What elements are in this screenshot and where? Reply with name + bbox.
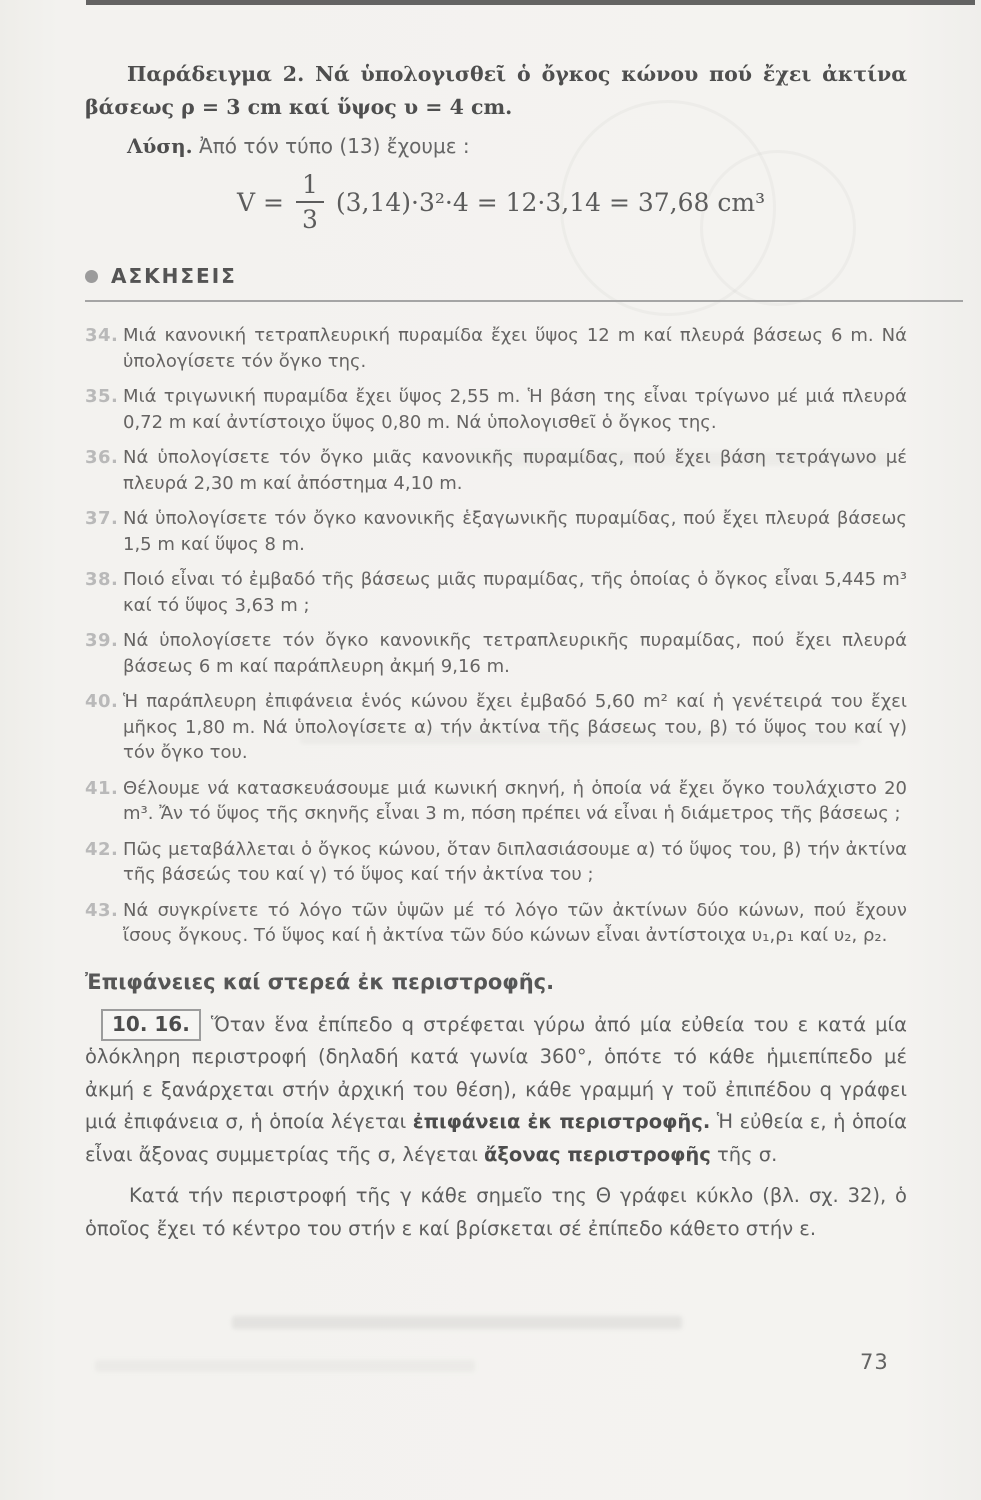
exercises-header xyxy=(85,264,963,288)
exercise-number: 39. xyxy=(85,630,119,651)
exercise-text: Ποιό εἶναι τό ἐμβαδό τῆς βάσεως μιᾶς πυραμίδας, τῆς ὁποίας ὁ ὄγκος εἶναι 5,445 m³ καί τό ὕψος 3,63 m ; xyxy=(123,569,907,616)
exercise-number: 34. xyxy=(85,325,119,346)
exercise-number: 38. xyxy=(85,569,119,590)
exercise-number: 43. xyxy=(85,899,119,921)
example-statement: Νά ὑπολογισθεῖ ὁ ὄγκος κώνου πού ἔχει ἀκτίνα βάσεως ρ = 3 cm καί ὕψος υ = 4 cm. xyxy=(85,62,907,119)
exercise-text: Θέλουμε νά κατασκευάσουμε μιά κωνική σκηνή, ἡ ὁποία νά ἔχει ὄγκο τουλάχιστο 20 m³. Ἄν τό ὕψος τῆς σκηνῆς εἶναι 3 m, πόση πρέπει νά εἶναι ἡ διάμετρος τῆς βάσεως ; xyxy=(123,777,907,824)
exercise-item xyxy=(85,506,907,557)
exercise-item xyxy=(85,689,907,766)
example-label: Παράδειγμα 2. xyxy=(127,62,305,86)
solution-line xyxy=(85,131,907,161)
term-axis-of-revolution: ἄξονας περιστροφῆς xyxy=(484,1142,711,1166)
page-number: 73 xyxy=(860,1350,889,1374)
solution-label: Λύση. xyxy=(127,134,193,158)
exercise-text: Μιά κανονική τετραπλευρική πυραμίδα ἔχει ὕψος 12 m καί πλευρά βάσεως 6 m. Νά ὑπολογίσετε τόν ὄγκο της. xyxy=(123,325,907,372)
fraction-denominator: 3 xyxy=(301,205,318,234)
definition-text: Ὅταν ἕνα ἐπίπεδο q στρέφεται γύρω ἀπό μία εὐθεία του ε κατά μία ὁλόκληρη περιστροφή (δηλαδή κατά γωνία 360°, ὁπότε τό κάθε ἡμιεπίπεδο μέ ἀκμή ε ξανάρχεται στήν ἀρχική του θέση), κάθε γραμμή γ τοῦ ἐπιπέδου q γράφει μιά ἐπιφάνεια σ, ἡ ὁποία λέγεται xyxy=(85,1012,907,1133)
term-surface-of-revolution: ἐπιφάνεια ἐκ περιστροφῆς. xyxy=(412,1110,711,1133)
exercise-item xyxy=(85,567,907,618)
formula-lead: V = xyxy=(237,187,284,217)
section-heading: Ἐπιφάνειες καί στερεά ἐκ περιστροφῆς. xyxy=(85,969,555,994)
exercise-number: 37. xyxy=(85,508,119,529)
volume-formula xyxy=(237,171,963,233)
exercise-item xyxy=(85,837,907,888)
exercise-number: 35. xyxy=(85,386,119,407)
exercise-text: Ἡ παράπλευρη ἐπιφάνεια ἑνός κώνου ἔχει ἐμβαδό 5,60 m² καί ἡ γενέτειρά του ἔχει μῆκος 1,80 m. Νά ὑπολογίσετε α) τήν ἀκτίνα τῆς βάσεως του, β) τό ὕψος του καί γ) τόν ὄγκο του. xyxy=(123,691,907,763)
exercise-item xyxy=(85,776,907,827)
exercise-item xyxy=(85,898,907,949)
rotation-paragraph: Κατά τήν περιστροφή τῆς γ κάθε σημεῖο της Θ γράφει κύκλο (βλ. σχ. 32), ὁ ὁποῖος ἔχει τό κέντρο του στήν ε καί βρίσκεται σέ ἐπίπεδο κάθετο στήν ε. xyxy=(85,1184,907,1240)
exercise-item xyxy=(85,323,907,374)
exercise-text: Νά ὑπολογίσετε τόν ὄγκο κανονικῆς ἑξαγωνικῆς πυραμίδας, πού ἔχει πλευρά βάσεως 1,5 m καί ὕψος 8 m. xyxy=(123,508,907,555)
exercise-number: 40. xyxy=(85,691,119,712)
exercise-item xyxy=(85,384,907,435)
definition-text: τῆς σ. xyxy=(710,1142,778,1166)
exercise-text: Πῶς μεταβάλλεται ὁ ὄγκος κώνου, ὅταν διπλασιάσουμε α) τό ὕψος του, β) τήν ἀκτίνα τῆς βάσεώς του καί γ) τό ὕψος καί τήν ἀκτίνα του ; xyxy=(123,838,907,885)
definition-paragraph xyxy=(85,1009,907,1172)
exercise-item xyxy=(85,445,907,496)
exercise-list xyxy=(85,323,907,949)
exercise-text: Νά ὑπολογίσετε τόν ὄγκο μιᾶς κανονικῆς πυραμίδας, πού ἔχει βάση τετράγωνο μέ πλευρά 2,30 m καί ἀπόστημα 4,10 m. xyxy=(123,447,907,494)
exercise-item xyxy=(85,628,907,679)
solution-intro: Ἀπό τόν τύπο (13) ἔχουμε : xyxy=(192,134,470,158)
bleedthrough-text-smudge xyxy=(232,1316,682,1329)
exercise-number: 41. xyxy=(85,777,119,799)
exercise-text: Μιά τριγωνική πυραμίδα ἔχει ὕψος 2,55 m. Ἡ βάση της εἶναι τρίγωνο μέ μιά πλευρά 0,72 m καί ἀντίστοιχο ὕψος 0,80 m. Νά ὑπολογισθεῖ ὁ ὄγκος της. xyxy=(123,386,907,433)
exercise-number: 42. xyxy=(85,838,119,860)
definition-text: Ἡ εὐθεία ε, ἡ ὁποία εἶναι ἄξονας συμμετρίας τῆς σ, λέγεται xyxy=(85,1110,907,1166)
fraction-one-third xyxy=(296,172,324,232)
formula-body: (3,14)·3²·4 = 12·3,14 = 37,68 cm³ xyxy=(335,187,766,217)
horizontal-rule xyxy=(85,300,963,302)
bullet-icon xyxy=(85,270,98,283)
exercise-text: Νά ὑπολογίσετε τόν ὄγκο κανονικῆς τετραπλευρικῆς πυραμίδας, πού ἔχει πλευρά βάσεως 6 m καί παράπλευρη ἀκμή 9,16 m. xyxy=(123,630,907,677)
exercises-title: ΑΣΚΗΣΕΙΣ xyxy=(111,264,237,288)
page-content xyxy=(85,58,963,1245)
bleedthrough-text-smudge xyxy=(95,1360,475,1372)
fraction-numerator: 1 xyxy=(296,172,324,203)
scan-edge-bar xyxy=(86,0,975,5)
example-paragraph xyxy=(85,58,907,124)
exercise-text: Νά συγκρίνετε τό λόγο τῶν ὑψῶν μέ τό λόγο τῶν ἀκτίνων δύο κώνων, πού ἔχουν ἴσους ὄγκους. Τό ὕψος καί ἡ ἀκτίνα τῶν δύο κώνων εἶναι ἀντίστοιχα υ₁,ρ₁ καί υ₂, ρ₂. xyxy=(123,899,907,946)
section-number-box: 10. 16. xyxy=(101,1009,201,1041)
exercise-number: 36. xyxy=(85,447,119,468)
